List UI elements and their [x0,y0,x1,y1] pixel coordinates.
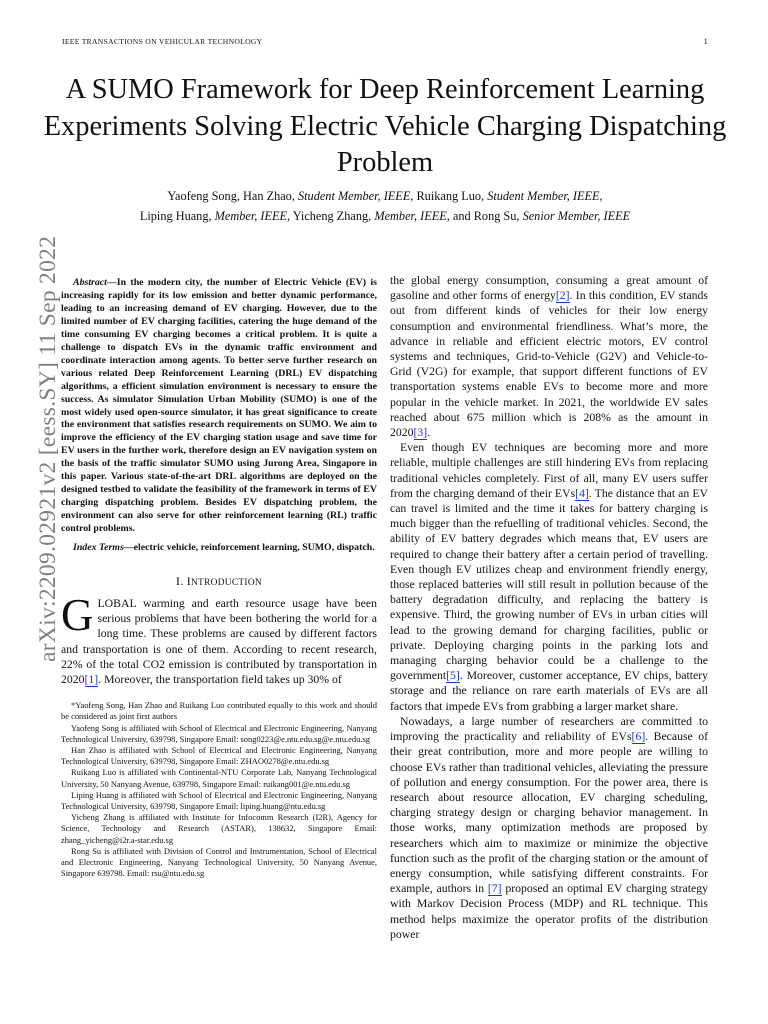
author-membership: Member, IEEE, [214,209,291,223]
footnote: Ruikang Luo is affiliated with Continental-NTU Corporate Lab, Nanyang Technological University, 50 Nanyang Avenue, 639798, Singapore Email: ruikang001@e.ntu.edu.sg [61,767,377,789]
footnote: Han Zhao is affiliated with School of Electrical and Electronic Engineering, Nanyang Technological University, 639798, Singapore Email: ZHAO0278@e.ntu.edu.sg [61,745,377,767]
footnote: Liping Huang is affiliated with School of Electrical and Electronic Engineering, Nanyang Technological University, 639798, Singapore Email: liping.huang@ntu.edu.sg [61,789,377,812]
author-names: Yicheng Zhang, [290,209,375,223]
left-column [61,277,377,879]
citation-link[interactable]: [3] [413,426,428,440]
author-names: Yaofeng Song, Han Zhao, [167,189,298,203]
author-membership: Student Member, IEEE, [487,189,603,203]
section-heading-introduction: I. INTRODUCTION [176,574,262,589]
index-terms-label: Index Terms [73,542,124,554]
index-terms [61,542,377,555]
author-line-2 [40,206,730,226]
body-paragraph: Nowadays, a large number of researchers are committed to improving the practicality and reliability of EVs[6]. Because of their great contribution, more and more people are willing to choose EVs rather than traditional vehicles, alleviating the pressure of pollution and energy consumption. For the power area, there is research about resource allocation, EV charging scheduling, charging strategy design or charging behavior management. In those works, many optimization methods are proposed by researchers which aim to maximize or minimize the objective function such as the profit of the charging station or the amount of energy consumption, while satisfying different constraints. For example, authors in [7] proposed an optimal EV charging strategy with Markov Decision Process (MDP) and RL technique. This method helps maximize the operator profits of the distribution power [390,714,709,941]
citation-link[interactable]: [5] [446,669,460,683]
footnote: Yicheng Zhang is affiliated with Institute for Infocomm Research (I2R), Agency for Science, Technology and Research (ASTAR), 138632, Singapore Email: zhang_yicheng@i2r.a-star.edu.sg [61,812,377,845]
footnote: Rong Su is affiliated with Division of Control and Instrumentation, School of Electrical and Electronic Engineering, Nanyang Technological University, 50 Nanyang Avenue, Singapore 639798. Email: rsu@ntu.edu.sg [61,845,377,879]
author-names: and Rong Su, [449,209,523,223]
citation-link[interactable]: [6] [631,730,646,744]
author-names: Liping Huang, [139,209,215,223]
footnote: *Yaofeng Song, Han Zhao and Ruikang Luo contributed equally to this work and should be considered as joint first authors [61,700,377,722]
citation-link[interactable]: [1] [84,673,99,687]
arxiv-identifier[interactable]: arXiv:2209.02921v2 [eess.SY] 11 Sep 2022 [35,235,61,662]
author-footnotes [61,700,377,879]
abstract-text: —In the modern city, the number of Electric Vehicle (EV) is increasing rapidly for its low emission and better dynamic performance, leading to an increasing demand of EV charging. However, due to the limited number of EV charging facilities, catering the huge demand of the time consuming EV charging becomes a critical problem. It is quite a challenge to dispatch EVs in the dynamic traffic environment and coordinate interaction among agents. To better serve further research on various related Deep Reinforcement Learning (DRL) EV dispatching algorithms, a efficient simulation environment is necessary to ensure the success. As simulator Simulation Urban Mobility (SUMO) is one of the most widely used open-source simulator, it has great significance to create the environment that satisfies research requirements on SUMO. We aim to improve the efficiency of the EV charging station usage and save time for EV users in the further work, therefore design an EV navigation system on the basis of the traffic simulator SUMO using Jurong Area, Singapore in this paper. Various state-of-the-art DRL algorithms are deployed on the designed testbed to validate the feasibility of the framework in terms of EV charging dispatching problem. Besides EV dispatching problem, the environment can also serve for other reinforcement learning (RL) traffic control problems. [61,277,377,535]
body-paragraph: Even though EV techniques are becoming more and more reliable, multiple challenges are still hindering EVs from replacing traditional vehicles completely. First of all, many EV users suffer from the charging demand of their EVs[4]. The distance that an EV can travel is limited and the time it takes for battery charging is much bigger than the refuelling of traditional vehicles. Second, the ability of EV battery degrades which means that, EV users are required to change their battery after a certain period of travelling. Even though EV utilizes cheap and environment friendly energy, those replaced batteries will still result in pollution because of the battery degradation difficulty, and replacing the battery is expensive. Third, the growing number of EVs in urban cities will lead to the growing demand for charging facilities, public or private. Deploying charging points in the parking lots and managing charging behavior could be a challenge to the government[5]. Moreover, customer acceptance, EV chips, battery storage and the reliance on rare earth materials of EVs are all factors that impede EVs from grabbing a larger market share. [390,441,708,713]
running-head [62,37,708,49]
author-list [40,186,730,226]
abstract [61,277,377,536]
author-line-1 [40,186,730,206]
author-membership: Member, IEEE, [374,209,450,223]
body-paragraph: the global energy consumption, consuming a great amount of gasoline and other forms of energy[2]. In this condition, EV stands out from different kinds of vehicles for their low energy consumption and environmental friendliness. What’s more, the advance in reliable and efficient electric motors, EV control systems and techniques, Grid-to-Vehicle (G2V) and Vehicle-to-Grid (V2G) for example, that support different functions of EV transportation systems enable EVs to become more and more popular in the vehicle market. In 2021, the worldwide EV sales reached about 675 million which is 208% as the amount in 2020[3]. [390,274,708,440]
citation-link[interactable]: [7] [487,882,502,896]
intro-paragraph-1: GLOBAL warming and earth resource usage have been serious problems that have been bothering the world for a long time. These problems are caused by different factors and transportation is one of them. According to recent research, 22% of the total CO2 emission is contributed by transportation in 2020[1]. Moreover, the transportation field takes up 30% of [61,590,377,687]
footnote: Yaofeng Song is affiliated with School of Electrical and Electronic Engineering, Nanyang Technological University, 639798, Singapore Email: song0223@e.ntu.edu.sg@e.ntu.edu.sg [61,722,377,744]
author-membership: Senior Member, IEEE [522,209,631,223]
author-names: Ruikang Luo, [413,189,488,203]
index-terms-text: —electric vehicle, reinforcement learning, SUMO, dispatch. [123,542,375,554]
citation-link[interactable]: [4] [575,486,589,500]
right-column [390,273,708,942]
citation-link[interactable]: [2] [555,289,570,303]
page-number: 1 [703,37,708,46]
journal-name: IEEE TRANSACTIONS ON VEHICULAR TECHNOLOGY [62,37,263,46]
paper-title: A SUMO Framework for Deep Reinforcement Learning Experiments Solving Electric Vehicle Charging Dispatching Problem [43,74,727,179]
author-membership: Student Member, IEEE, [297,189,414,203]
abstract-label: Abstract [73,277,107,288]
